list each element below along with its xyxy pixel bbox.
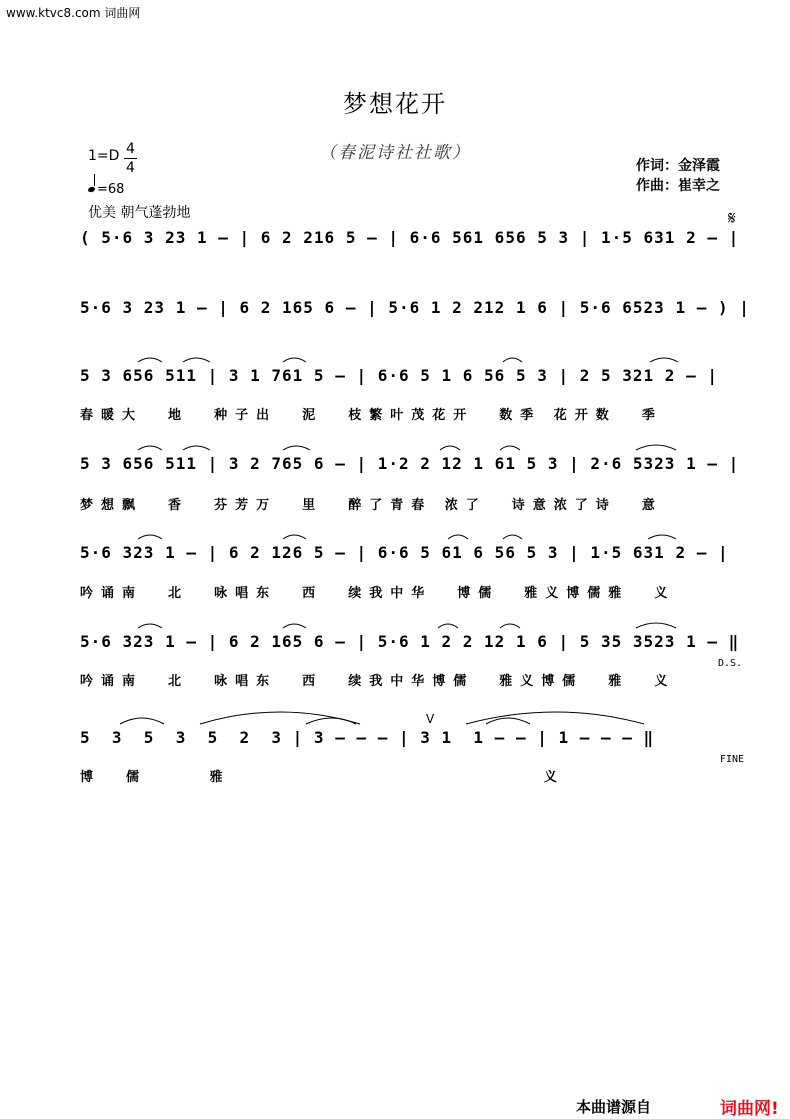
composer: 作曲：崔幸之 — [636, 178, 720, 194]
brand-name: 词曲网 — [720, 1099, 771, 1119]
score-row-5: 5·6 323 1 – | 6 2 126 5 – | 6·6 5 61 6 56 5 3 | 1·5 631 2 – | — [80, 543, 729, 562]
lyric-row-5: 博 儒 雅 义 — [80, 770, 565, 785]
expression-marking: 优美 朝气蓬勃地 — [88, 205, 191, 221]
slur — [648, 535, 676, 539]
time-signature — [124, 140, 137, 177]
time-top: 4 — [126, 141, 135, 157]
slur — [138, 535, 162, 539]
fine-marking: FINE — [720, 754, 745, 765]
tempo-value: =68 — [97, 182, 125, 197]
slur — [466, 712, 644, 724]
score-row-4: 5 3 656 511 | 3 2 765 6 – | 1·2 2 12 1 61 5 3 | 2·6 5323 1 – | — [80, 454, 740, 473]
slur — [283, 535, 306, 539]
slur — [500, 624, 520, 628]
slur — [503, 358, 522, 362]
quarter-note-icon — [87, 186, 95, 193]
score-row-7: 5 3 5 3 5 2 3 | 3 – – – | 3 1 1 – – | 1 – – – ‖ — [80, 728, 655, 747]
slur — [200, 712, 360, 724]
time-bottom: 4 — [126, 160, 135, 176]
slur — [138, 446, 162, 450]
slur — [183, 446, 210, 450]
slur — [650, 358, 678, 362]
slur — [283, 358, 306, 362]
slur — [138, 358, 162, 362]
lyric-row-3: 吟诵南 北 咏唱东 西 续我中华 博儒 雅义博儒雅 义 — [80, 586, 676, 601]
slur — [283, 624, 306, 628]
site-watermark: www.ktvc8.com 词曲网 — [6, 6, 141, 20]
slur — [636, 623, 676, 628]
credits — [636, 156, 720, 196]
lyric-row-4: 吟诵南 北 咏唱东 西 续我中华博儒 雅义博儒 雅 义 — [80, 674, 676, 689]
breath-mark: V — [426, 712, 435, 726]
score-row-6: 5·6 323 1 – | 6 2 165 6 – | 5·6 1 2 2 12 1 6 | 5 35 3523 1 – ‖ — [80, 632, 740, 651]
slur — [138, 624, 162, 628]
slur — [500, 446, 520, 450]
lyric-row-2: 梦想飘 香 芬芳万 里 醉了青春 浓了 诗意浓了诗 意 — [80, 498, 663, 513]
slur — [183, 358, 210, 362]
slur — [283, 446, 310, 450]
slur — [503, 535, 522, 539]
tempo-marking — [88, 182, 124, 197]
slur — [486, 718, 530, 724]
slur — [440, 446, 460, 450]
score-row-2: 5·6 3 23 1 – | 6 2 165 6 – | 5·6 1 2 212 1 6 | 5·6 6523 1 – ) | — [80, 298, 750, 317]
source-note: 本曲谱源自 — [576, 1098, 652, 1116]
key-signature: 1=D — [88, 148, 120, 164]
dal-segno-marking: D.S. — [718, 658, 743, 669]
slur — [306, 718, 356, 724]
segno-icon: 𝄋 — [728, 208, 736, 229]
lyric-row-1: 春暖大 地 种子出 泥 枝繁叶茂花开 数季 花开数 季 — [80, 408, 663, 423]
song-subtitle: （春泥诗社社歌） — [319, 143, 471, 163]
slur — [438, 624, 458, 628]
song-title: 梦想花开 — [343, 90, 447, 118]
score-row-3: 5 3 656 511 | 3 1 761 5 – | 6·6 5 1 6 56 5 3 | 2 5 321 2 – | — [80, 366, 718, 385]
brand-exclamation: ! — [771, 1099, 779, 1119]
score-row-1: ( 5·6 3 23 1 – | 6 2 216 5 – | 6·6 561 656 5 3 | 1·5 631 2 – | — [80, 228, 740, 247]
slur — [636, 445, 676, 450]
brand-logo — [720, 1094, 779, 1119]
slur — [120, 718, 164, 724]
slur — [448, 535, 468, 539]
lyricist: 作词：金泽霞 — [636, 158, 720, 174]
